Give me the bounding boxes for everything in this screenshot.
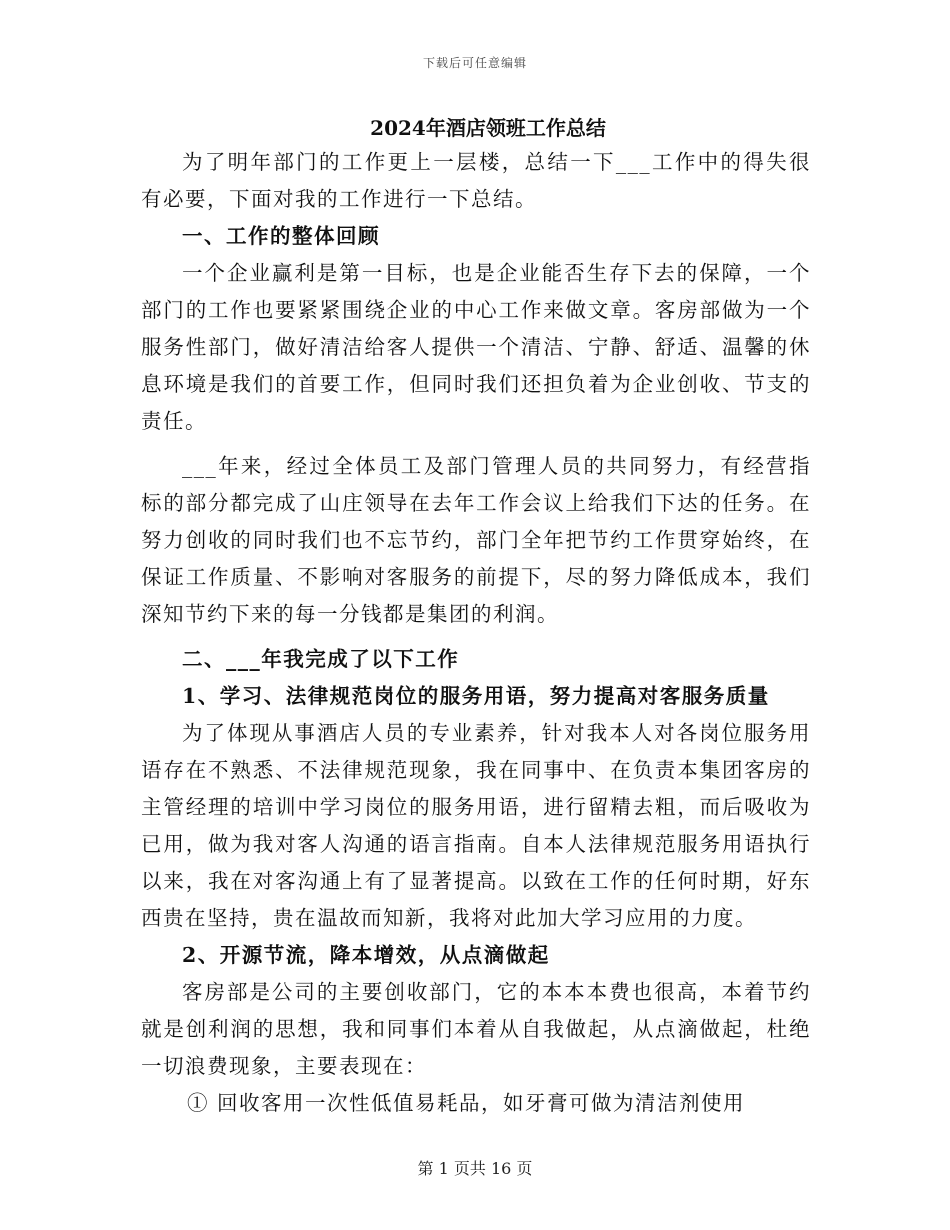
document-body bbox=[141, 112, 811, 1122]
paragraph-gap bbox=[141, 633, 811, 641]
subsection1-paragraph: 为了体现从事酒店人员的专业素养，针对我本人对各岗位服务用语存在不熟悉、不法律规范现象，我在同事中、在负责本集团客房的主管经理的培训中学习岗位的服务用语，进行留精去粗，而后吸收为已用，做为我对客人沟通的语言指南。自本人法律规范服务用语执行以来，我在对客沟通上有了显著提高。以致在工作的任何时期，好东西贵在坚持，贵在温故而知新，我将对此加大学习应用的力度。 bbox=[141, 721, 811, 930]
section1-heading: 一、工作的整体回顾 bbox=[182, 224, 380, 248]
subsection2-heading: 2、开源节流，降本增效，从点滴做起 bbox=[182, 943, 550, 967]
document-title: 2024年酒店领班工作总结 bbox=[370, 116, 606, 140]
subsection1-heading: 1、学习、法律规范岗位的服务用语，努力提高对客服务质量 bbox=[182, 684, 770, 708]
paragraph-gap bbox=[141, 440, 811, 448]
header-note: 下载后可任意编辑 bbox=[422, 56, 527, 70]
section1-paragraph-2: ___年来，经过全体员工及部门管理人员的共同努力，有经营指标的部分都完成了山庄领导在去年工作会议上给我们下达的任务。在努力创收的同时我们也不忘节约，部门全年把节约工作贯穿始终，在保证工作质量、不影响对客服务的前提下，尽的努力降低成本，我们深知节约下来的每一分钱都是集团的利润。 bbox=[141, 454, 811, 626]
section2-heading: 二、___年我完成了以下工作 bbox=[182, 647, 460, 671]
subsection2-paragraph: 客房部是公司的主要创收部门，它的本本本费也很高，本着节约就是创利润的思想，我和同事们本着从自我做起，从点滴做起，杜绝一切浪费现象，主要表现在： bbox=[141, 980, 811, 1078]
section1-paragraph-1: 一个企业赢利是第一目标，也是企业能否生存下去的保障，一个部门的工作也要紧紧围绕企业的中心工作来做文章。客房部做为一个服务性部门，做好清洁给客人提供一个清洁、宁静、舒适、温馨的休息环境是我们的首要工作，但同时我们还担负着为企业创收、节支的责任。 bbox=[141, 261, 811, 433]
intro-paragraph: 为了明年部门的工作更上一层楼，总结一下___工作中的得失很有必要，下面对我的工作进行一下总结。 bbox=[141, 150, 811, 211]
list-item: ① 回收客用一次性低值易耗品，如牙膏可做为清洁剂使用 bbox=[187, 1091, 746, 1115]
page-number: 第 1 页共 16 页 bbox=[417, 1159, 533, 1178]
